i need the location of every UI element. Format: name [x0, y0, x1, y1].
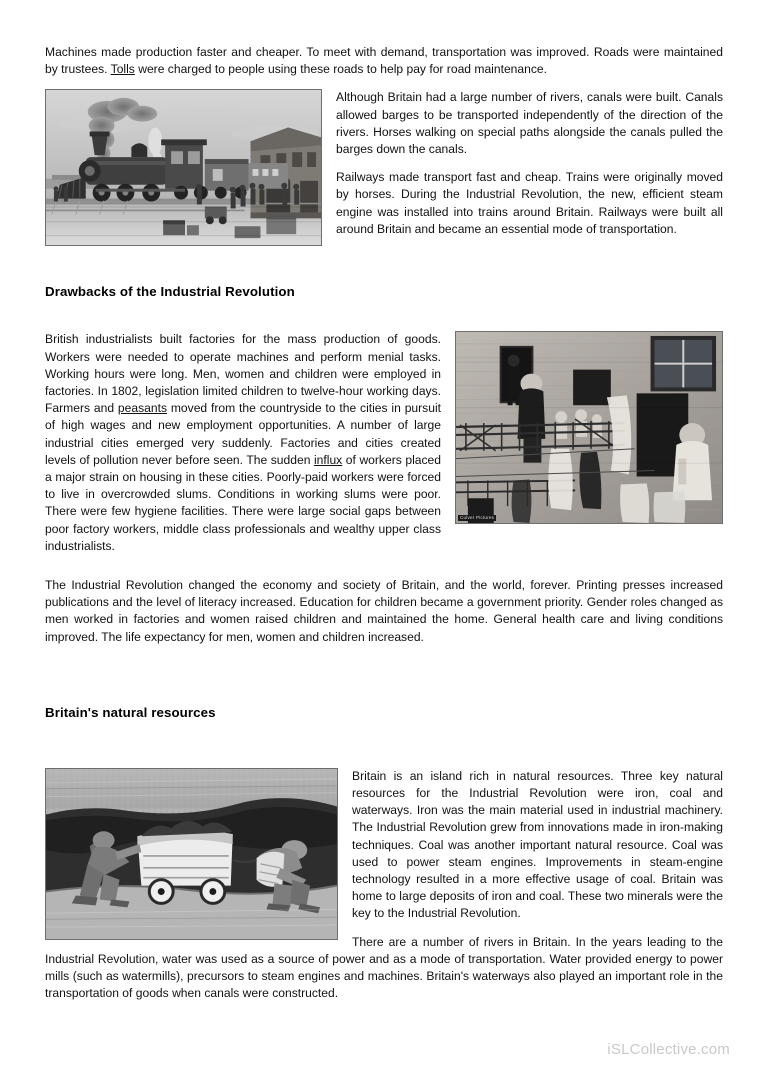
drawbacks-term-influx: influx — [314, 452, 343, 467]
drawbacks-block — [45, 331, 723, 555]
canals-paragraph: Although Britain had a large number of rivers, canals were built. Canals allowed barges to be transported independently of the direction of the rivers. Horses walking on special paths alongside the canals pulled the barges down the canals. — [336, 90, 723, 157]
transport-block — [45, 89, 723, 252]
tenement-figure — [455, 331, 723, 524]
spacer-after-resources-heading — [45, 720, 723, 768]
drawbacks-text-part-1: British industrialists built factories for the mass production of goods. Workers were needed to operate machines and perform menial tasks. Working hours were long. Men, women and children were employed in factories. In 1802, legislation limited children to twelve-hour working days. Farmers and — [45, 332, 441, 416]
resources-block — [45, 768, 723, 1003]
drawbacks-text-part-3: of workers placed a major strain on housing in these cities. Poorly-paid workers were forced to live in overcrowded slums. Conditions in working slums were poor. There were few hygiene facilities. There were large social gaps between poor factory workers, middle class professionals and wealthy upper class industrialists. — [45, 452, 441, 553]
page-content — [45, 44, 723, 1003]
coalmine-figure — [45, 768, 338, 940]
resources-heading: Britain's natural resources — [45, 704, 216, 720]
drawbacks-text-part-2: moved from the countryside to the cities in pursuit of high wages and new employment opportunities. A number of large industrial cities emerged very suddenly. Factories and cities created levels of pollution never before seen. The sudden — [45, 401, 441, 467]
intro-term-tolls: Tolls — [110, 62, 135, 77]
drawbacks-heading: Drawbacks of the Industrial Revolution — [45, 284, 295, 300]
spacer-after-drawbacks-heading — [45, 299, 723, 331]
drawbacks-summary-paragraph: The Industrial Revolution changed the economy and society of Britain, and the world, forever. Printing presses increased publications and the level of literacy increased. Education for children became a government priority. Gender roles changed as men worked in factories and women raised children and maintained the home. General health care and living conditions improved. The life expectancy for men, women and children increased. — [45, 578, 723, 644]
spacer-before-resources — [45, 657, 723, 705]
resources-paragraph-1: Britain is an island rich in natural resources. Three key natural resources for the Industrial Revolution were iron, coal and waterways. Iron was the main material used in industrial machinery. The Industrial Revolution grew from innovations made in iron-making techniques. Coal was another important natural resource. Coal was used to power steam engines. Improvements in steam-engine technology resulted in a more effective usage of coal. Britain was home to large deposits of iron and coal. These two minerals were the key to the Industrial Revolution. — [352, 768, 723, 921]
intro-text-part-2: were charged to people using these roads to help pay for road maintenance. — [134, 62, 547, 77]
railways-paragraph: Railways made transport fast and cheap. Trains were originally moved by horses. During the Industrial Revolution, the new, efficient steam engine was installed into trains around Britain. Railways were built all around Britain and became an essential mode of transportation. — [336, 170, 723, 236]
intro-paragraph — [45, 44, 723, 78]
site-watermark: iSLCollective.com — [607, 1041, 730, 1058]
spacer-after-transport — [45, 252, 723, 284]
spacer-before-summary — [45, 555, 723, 577]
locomotive-figure — [45, 89, 322, 246]
drawbacks-term-peasants: peasants — [117, 401, 167, 416]
resources-paragraph-2: There are a number of rivers in Britain. In the years leading to the Industrial Revolution, water was used as a source of power and as a mode of transportation. Water provided energy to power mills (such as watermills), precursors to steam engines and machines. Britain's waterways also played an important role in the transportation of goods when canals were constructed. — [45, 934, 723, 1001]
tenement-image-credit-label: Culver Pictures — [460, 514, 495, 520]
intro-text-part-1: Machines made production faster and cheaper. To meet with demand, transportation was improved. Roads were maintained by trustees. — [45, 45, 723, 77]
